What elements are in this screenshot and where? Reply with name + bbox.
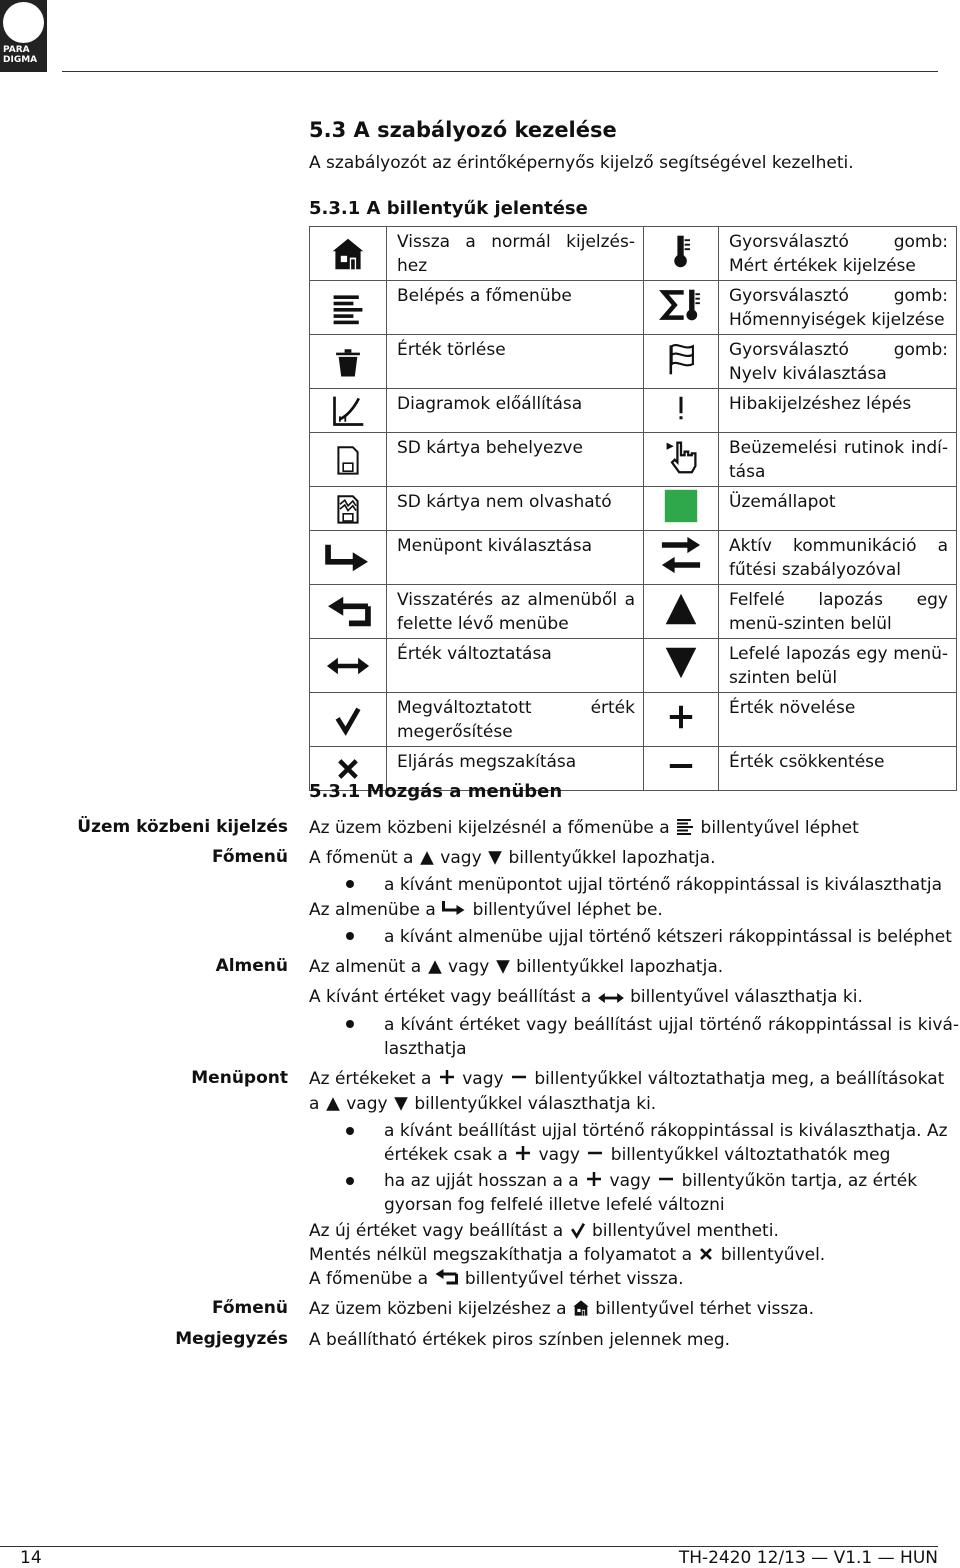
cross-icon [333,754,363,784]
triangle-up-icon [419,850,435,866]
table-row [310,693,957,747]
left-right-arrow-icon [597,991,625,1005]
intro-text: A szabályozót az érintőképernyős kijelző segítségével kezelheti. [309,153,854,173]
left-right-arrow-icon [324,655,372,677]
check-icon [569,1221,587,1239]
table-cell: Belépés a főmenübe [387,281,644,335]
bullet-text: a kívánt beállítást ujjal történő rákoppintással is kiválaszthatja. Az értékek csak a vagy billentyűkkel változtathatók meg [384,1121,948,1165]
table-row [310,487,957,531]
enter-arrow-icon [324,539,372,577]
green-square-icon [663,488,699,524]
label-fomenu: Főmenü [211,847,288,867]
paragraph: Az értékeket a vagy billentyűkkel változtathatja meg, a beállításokat [309,1069,945,1089]
home-icon [572,1299,590,1317]
table-cell: Érték csökkentése [719,747,957,791]
paragraph: A kívánt értéket vagy beállítást a billentyűvel választhatja ki. [309,987,863,1007]
paragraph: A főmenüt a vagy billentyűkkel lapozhatja. [309,848,716,868]
sd-card-error-icon [332,491,364,527]
footer-rule [0,1546,938,1547]
minus-icon [665,750,697,782]
minus-icon [656,1169,676,1189]
paragraph: Az üzem közbeni kijelzésnél a főmenübe a billentyűvel léphet [309,818,859,838]
table-cell: Érték változtatása [387,639,644,693]
chart-icon [329,393,367,429]
triangle-up-icon [663,591,699,627]
menu-lines-icon [675,816,695,836]
label-uzem: Üzem közbeni kijelzés [77,817,288,837]
exchange-arrows-icon [658,535,704,575]
thermometer-icon [663,233,699,269]
enter-arrow-icon [441,898,467,918]
paragraph: Az új értéket vagy beállítást a billentyűvel mentheti. [309,1221,779,1241]
triangle-down-icon [495,959,511,975]
bullet-dot [346,880,354,888]
bullet-text: a kívánt almenübe ujjal történő kétszeri rákoppintással is beléphet [384,927,952,947]
table-row [310,585,957,639]
triangle-up-icon [325,1096,341,1112]
footer-doc-id: TH-2420 12/13 — V1.1 — HUN [678,1548,938,1568]
bullet-text: a kívánt értéket vagy beállítást ujjal történő rákoppintással is kivá-laszthatja [384,1015,959,1059]
paragraph: Az almenüt a vagy billentyűkkel lapozhatja. [309,957,724,977]
paragraph: Az üzem közbeni kijelzéshez a billentyűvel térhet vissza. [309,1299,814,1319]
table-cell: Érték törlése [387,335,644,389]
trash-icon [331,344,365,380]
table-cell: Lefelé lapozás egy menü-szinten belül [719,639,957,693]
paragraph: a vagy billentyűkkel választhatja ki. [309,1094,657,1114]
table-cell: Gyorsválasztó gomb: Hőmennyiségek kijelzése [719,281,957,335]
bullet-dot [346,1127,354,1135]
return-arrow-icon [433,1267,459,1287]
table-cell: Megváltoztatott érték megerősítése [387,693,644,747]
table-row [310,281,957,335]
page-number: 14 [20,1548,42,1568]
table-cell: Eljárás megszakítása [387,747,644,791]
table-cell: Érték növelése [719,693,957,747]
minus-icon [585,1143,605,1163]
section-title: 5.3 A szabályozó kezelése [309,118,617,142]
bullet-dot [346,1177,354,1185]
check-icon [332,704,364,736]
table-cell: Diagramok előállítása [387,389,644,433]
table-row [310,433,957,487]
table-row [310,531,957,585]
key-meaning-table [309,226,957,791]
triangle-down-icon [663,645,699,681]
exclamation-icon [666,392,696,424]
table-cell: Hibakijelzéshez lépés [719,389,957,433]
cross-icon [697,1245,715,1263]
plus-icon [437,1067,457,1087]
bullet-dot [346,932,354,940]
bullet-text: ha az ujját hosszan a a vagy billentyűkön tartja, az érték gyorsan fog felfelé illetve lefelé változni [384,1171,918,1215]
table-row [310,227,957,281]
triangle-down-icon [393,1096,409,1112]
plus-icon [584,1169,604,1189]
table-cell: Visszatérés az almenüből a felette lévő menübe [387,585,644,639]
menu-lines-icon [330,290,366,326]
table-cell: Vissza a normál kijelzés-hez [387,227,644,281]
subsection-title: 5.3.1 A billentyűk jelentése [309,198,588,219]
triangle-down-icon [487,850,503,866]
pointer-hand-icon [663,439,699,475]
paragraph: Mentés nélkül megszakíthatja a folyamatot a billentyűvel. [309,1245,826,1265]
label-menupont: Menüpont [191,1068,288,1088]
table-cell: Aktív kommunikáció a fűtési szabályozóval [719,531,957,585]
label-megjegyzes: Megjegyzés [175,1329,288,1349]
paragraph: A beállítható értékek piros színben jelennek meg. [309,1330,731,1350]
bullet-text: a kívánt menüpontot ujjal történő rákoppintással is kiválaszthatja [384,875,942,895]
table-row [310,639,957,693]
table-cell: Felfelé lapozás egy menü-szinten belül [719,585,957,639]
return-arrow-icon [324,593,372,631]
label-fomenu-2: Főmenü [211,1298,288,1318]
table-row [310,335,957,389]
table-cell: SD kártya nem olvasható [387,487,644,531]
table-cell: Beüzemelési rutinok indí-tása [719,433,957,487]
table-cell: Gyorsválasztó gomb: Nyelv kiválasztása [719,335,957,389]
plus-icon [513,1143,533,1163]
paragraph: A főmenübe a billentyűvel térhet vissza. [309,1269,684,1289]
flag-icon [664,342,698,376]
table-cell: Üzemállapot [719,487,957,531]
minus-icon [509,1067,529,1087]
table-cell: SD kártya behelyezve [387,433,644,487]
paragraph: Az almenübe a billentyűvel léphet be. [309,900,663,920]
table-row [310,389,957,433]
logo [0,0,47,72]
header-rule [62,71,938,72]
plus-icon [665,701,697,733]
triangle-up-icon [427,959,443,975]
table-cell: Menüpont kiválasztása [387,531,644,585]
logo-text: PARA DIGMA [3,45,38,65]
sd-card-icon [332,442,364,478]
label-almenu: Almenü [215,956,288,976]
bullet-dot [346,1020,354,1028]
table-cell: Gyorsválasztó gomb: Mért értékek kijelzése [719,227,957,281]
nav-section-title: 5.3.1 Mozgás a menüben [309,781,563,802]
home-icon [330,236,366,272]
sigma-thermometer-icon [658,287,704,323]
